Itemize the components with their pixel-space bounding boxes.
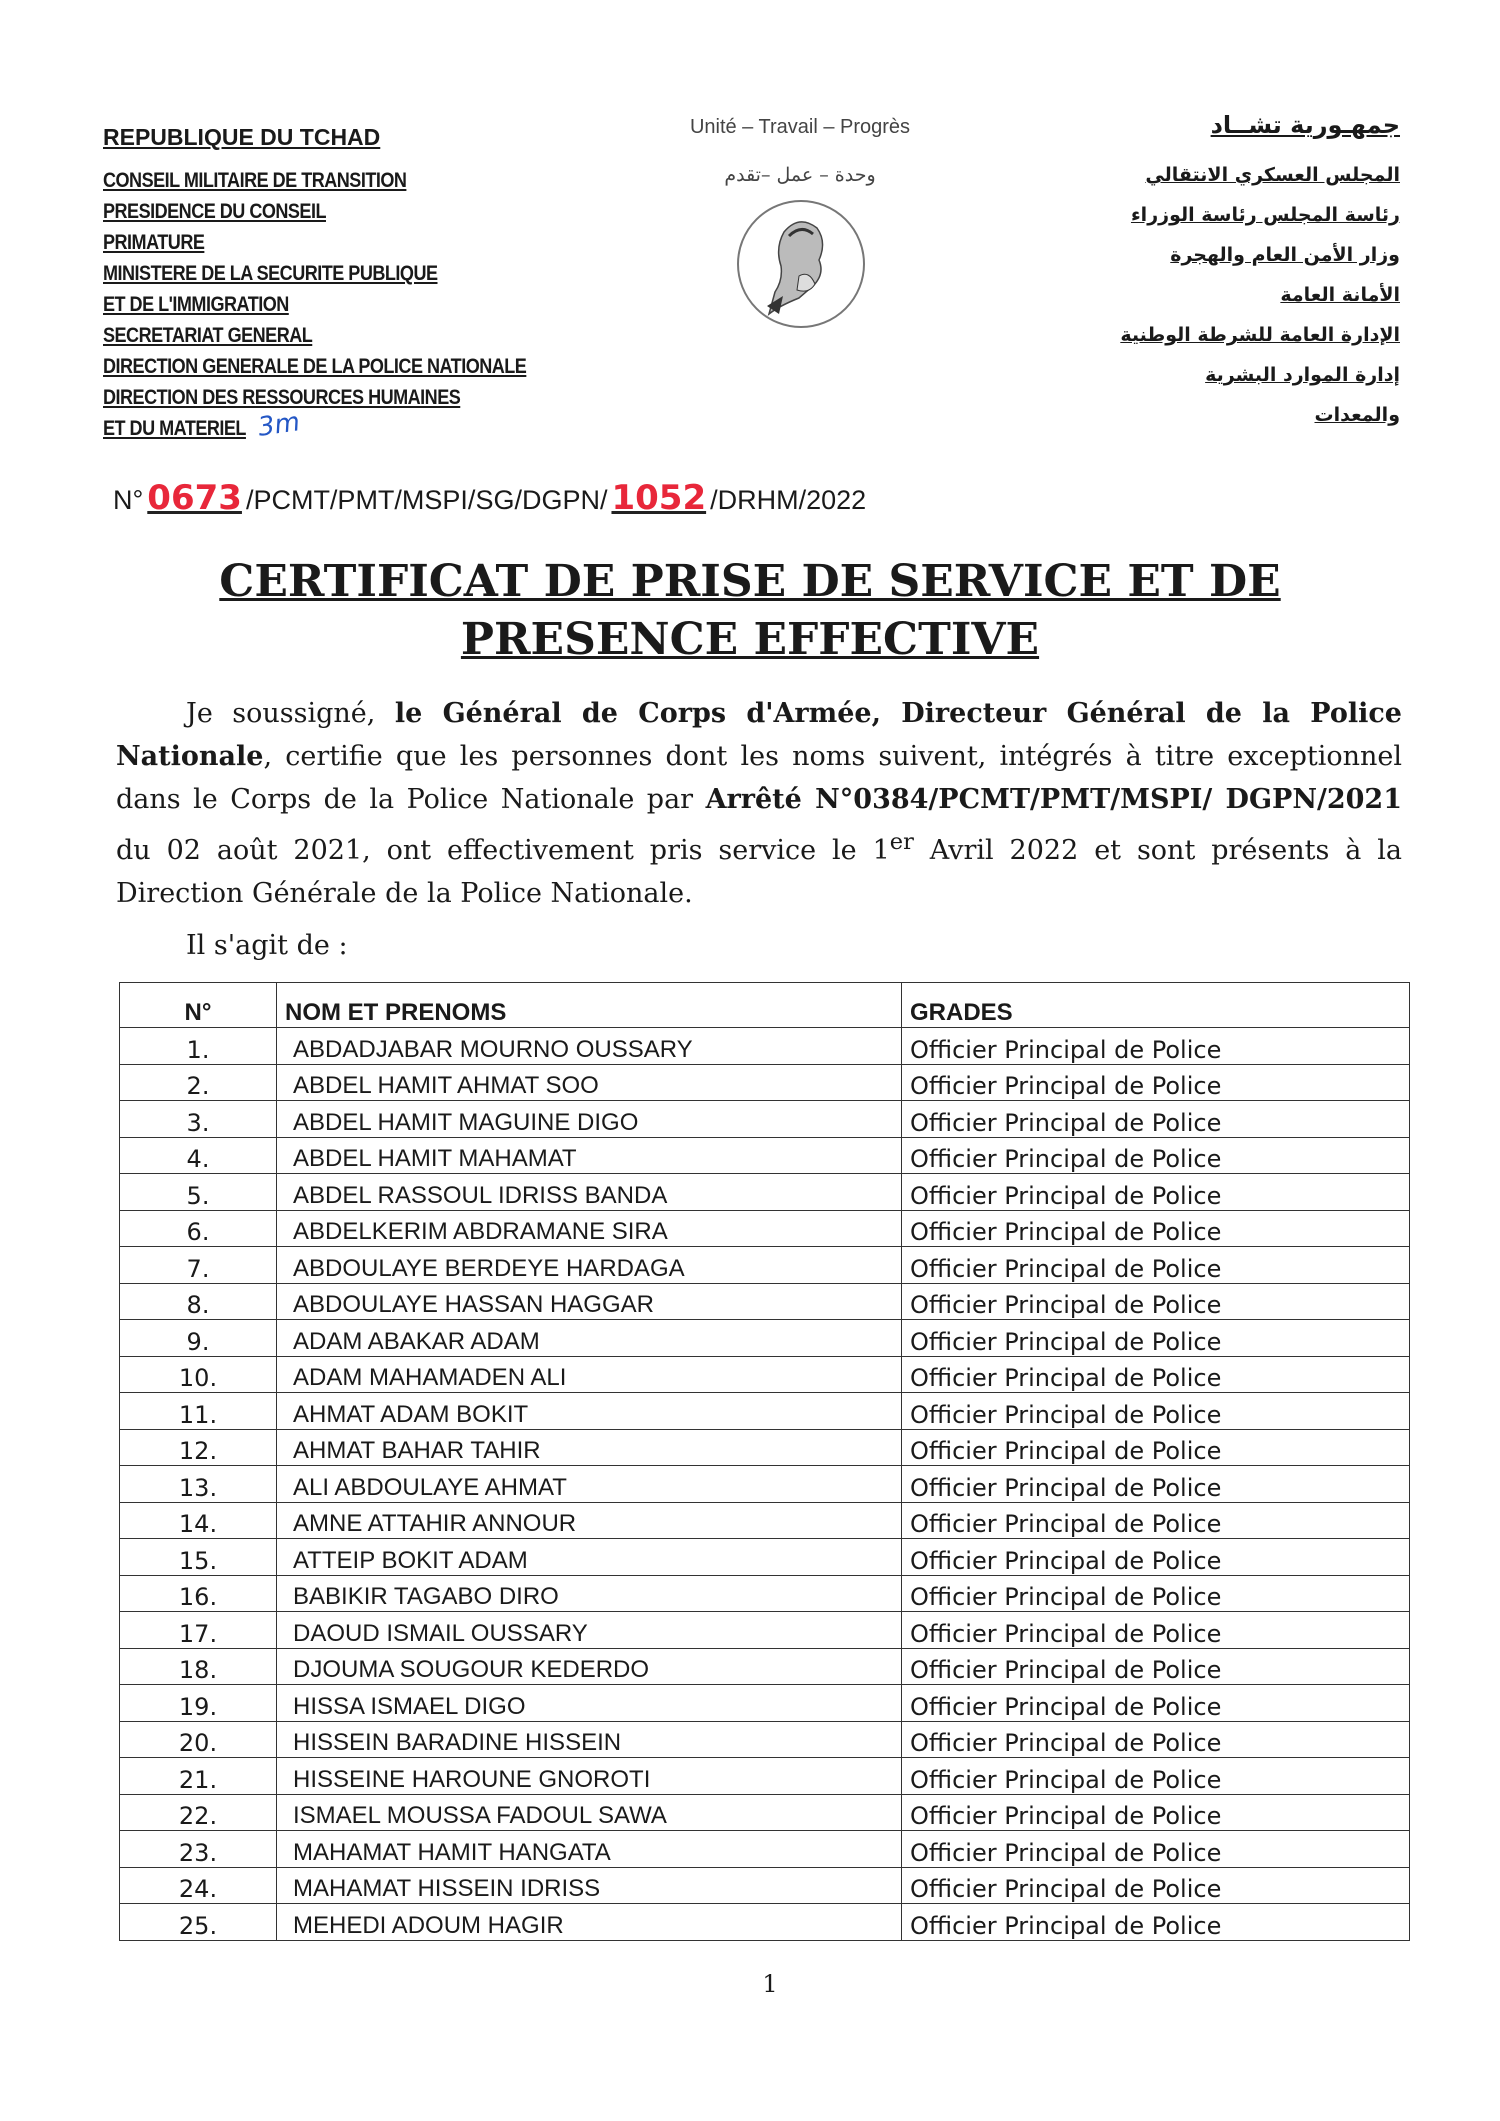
col-header-number: N° [120, 983, 277, 1028]
row-number: 14. [120, 1502, 277, 1539]
row-number: 5. [120, 1174, 277, 1211]
row-grade: Officier Principal de Police [902, 1393, 1410, 1430]
row-number: 24. [120, 1867, 277, 1904]
table-row [120, 1174, 1410, 1211]
page-number: 1 [762, 1970, 778, 1998]
header-right-line: المجلس العسكري الانتقالي [1145, 164, 1400, 186]
table-row [120, 1648, 1410, 1685]
header-right-line: وزار الأمن العام والهجرة [1170, 244, 1400, 266]
header-right-arabic [1120, 105, 1400, 435]
table-row [120, 1904, 1410, 1941]
table-row [120, 1283, 1410, 1320]
row-number: 18. [120, 1648, 277, 1685]
col-header-name: NOM ET PRENOMS [277, 983, 902, 1028]
table-row [120, 1320, 1410, 1357]
header-right-line: إدارة الموارد البشرية [1205, 364, 1400, 386]
table-row [120, 1502, 1410, 1539]
row-grade: Officier Principal de Police [902, 1758, 1410, 1795]
header-right-line: الأمانة العامة [1280, 284, 1400, 306]
row-grade: Officier Principal de Police [902, 1064, 1410, 1101]
row-grade: Officier Principal de Police [902, 1247, 1410, 1284]
row-name: ABDADJABAR MOURNO OUSSARY [277, 1028, 902, 1065]
row-name: ABDEL HAMIT MAHAMAT [277, 1137, 902, 1174]
table-row [120, 1429, 1410, 1466]
row-grade: Officier Principal de Police [902, 1612, 1410, 1649]
row-grade: Officier Principal de Police [902, 1721, 1410, 1758]
row-number: 16. [120, 1575, 277, 1612]
ref-middle: /PCMT/PMT/MSPI/SG/DGPN/ [245, 485, 608, 515]
row-number: 7. [120, 1247, 277, 1284]
table-row [120, 1064, 1410, 1101]
header-left-line: SECRETARIAT GENERAL [103, 324, 313, 347]
row-name: ABDEL HAMIT MAGUINE DIGO [277, 1101, 902, 1138]
row-number: 17. [120, 1612, 277, 1649]
row-grade: Officier Principal de Police [902, 1028, 1410, 1065]
country-name: REPUBLIQUE DU TCHAD [103, 124, 381, 150]
row-name: ADAM MAHAMADEN ALI [277, 1356, 902, 1393]
motto: Unité – Travail – Progrès [689, 116, 911, 138]
row-number: 19. [120, 1685, 277, 1722]
reference-number [113, 478, 866, 518]
row-name: ABDOULAYE BERDEYE HARDAGA [277, 1247, 902, 1284]
row-grade: Officier Principal de Police [902, 1101, 1410, 1138]
para-text: Je soussigné, [186, 698, 395, 729]
row-grade: Officier Principal de Police [902, 1575, 1410, 1612]
row-number: 2. [120, 1064, 277, 1101]
row-name: ABDEL HAMIT AHMAT SOO [277, 1064, 902, 1101]
row-grade: Officier Principal de Police [902, 1429, 1410, 1466]
row-name: AHMAT ADAM BOKIT [277, 1393, 902, 1430]
ref-number2-handwritten: 1052 [611, 478, 707, 518]
ref-number-handwritten: 0673 [147, 478, 242, 518]
row-name: MAHAMAT HISSEIN IDRISS [277, 1867, 902, 1904]
header-left-line: PRESIDENCE DU CONSEIL [103, 200, 326, 223]
row-number: 15. [120, 1539, 277, 1576]
ref-suffix: /DRHM/2022 [710, 485, 867, 515]
row-number: 8. [120, 1283, 277, 1320]
table-header-row [120, 983, 1410, 1028]
table-row [120, 1831, 1410, 1868]
table-row [120, 1794, 1410, 1831]
row-number: 22. [120, 1794, 277, 1831]
row-number: 4. [120, 1137, 277, 1174]
row-name: MEHEDI ADOUM HAGIR [277, 1904, 902, 1941]
para-signatory: le Général de Corps d'Armée, Directeur Général de la Police Nationale [116, 698, 1402, 772]
row-name: MAHAMAT HAMIT HANGATA [277, 1831, 902, 1868]
row-name: HISSA ISMAEL DIGO [277, 1685, 902, 1722]
para-decree: Arrêté N°0384/PCMT/PMT/MSPI/ DGPN/2021 [705, 784, 1403, 815]
row-number: 10. [120, 1356, 277, 1393]
table-row [120, 1393, 1410, 1430]
row-number: 12. [120, 1429, 277, 1466]
table-row [120, 1356, 1410, 1393]
header-left-line: MINISTERE DE LA SECURITE PUBLIQUE [103, 262, 438, 285]
row-grade: Officier Principal de Police [902, 1648, 1410, 1685]
table-row [120, 1137, 1410, 1174]
certification-paragraph [116, 692, 1402, 915]
row-name: ALI ABDOULAYE AHMAT [277, 1466, 902, 1503]
table-row [120, 1721, 1410, 1758]
row-grade: Officier Principal de Police [902, 1320, 1410, 1357]
header-left-line: ET DE L'IMMIGRATION [103, 293, 289, 316]
table-row [120, 1028, 1410, 1065]
row-name: DJOUMA SOUGOUR KEDERDO [277, 1648, 902, 1685]
row-grade: Officier Principal de Police [902, 1283, 1410, 1320]
header-left-line: DIRECTION GENERALE DE LA POLICE NATIONALE [103, 355, 527, 378]
row-number: 23. [120, 1831, 277, 1868]
table-row [120, 1101, 1410, 1138]
row-name: HISSEINE HAROUNE GNOROTI [277, 1758, 902, 1795]
row-number: 20. [120, 1721, 277, 1758]
row-number: 6. [120, 1210, 277, 1247]
row-grade: Officier Principal de Police [902, 1210, 1410, 1247]
para-text: , certifie que les personnes dont les noms suivent, intégrés à titre exceptionnel dans le Corps de la Police Nationale par [116, 741, 1402, 815]
row-name: BABIKIR TAGABO DIRO [277, 1575, 902, 1612]
header-left-line: PRIMATURE [103, 231, 205, 254]
row-grade: Officier Principal de Police [902, 1466, 1410, 1503]
national-emblem-seal [737, 200, 865, 328]
table-row [120, 1247, 1410, 1284]
title-line-1: CERTIFICAT DE PRISE DE SERVICE ET DE [219, 556, 1281, 607]
header-left-line: DIRECTION DES RESSOURCES HUMAINES [103, 386, 461, 409]
row-name: ISMAEL MOUSSA FADOUL SAWA [277, 1794, 902, 1831]
row-name: AHMAT BAHAR TAHIR [277, 1429, 902, 1466]
header-left-line: CONSEIL MILITAIRE DE TRANSITION [103, 169, 407, 192]
table-row [120, 1685, 1410, 1722]
table-row [120, 1867, 1410, 1904]
table-row [120, 1210, 1410, 1247]
row-name: ABDOULAYE HASSAN HAGGAR [277, 1283, 902, 1320]
table-row [120, 1466, 1410, 1503]
row-name: ATTEIP BOKIT ADAM [277, 1539, 902, 1576]
handwritten-initials: 3m [256, 407, 302, 443]
table-row [120, 1575, 1410, 1612]
header-left [103, 124, 595, 444]
row-grade: Officier Principal de Police [902, 1867, 1410, 1904]
document-title [140, 553, 1360, 669]
row-name: HISSEIN BARADINE HISSEIN [277, 1721, 902, 1758]
para-text: du 02 août 2021, ont effectivement pris service le 1 [116, 835, 890, 866]
row-name: DAOUD ISMAIL OUSSARY [277, 1612, 902, 1649]
title-line-2: PRESENCE EFFECTIVE [460, 614, 1040, 665]
row-grade: Officier Principal de Police [902, 1137, 1410, 1174]
row-name: ADAM ABAKAR ADAM [277, 1320, 902, 1357]
header-right-line: الإدارة العامة للشرطة الوطنية [1120, 324, 1400, 346]
row-grade: Officier Principal de Police [902, 1831, 1410, 1868]
row-grade: Officier Principal de Police [902, 1685, 1410, 1722]
table-row [120, 1539, 1410, 1576]
row-grade: Officier Principal de Police [902, 1502, 1410, 1539]
row-number: 3. [120, 1101, 277, 1138]
header-right-line: والمعدات [1314, 404, 1400, 426]
header-right-line: جمهـورية تشــاد [1210, 111, 1400, 139]
row-name: ABDEL RASSOUL IDRISS BANDA [277, 1174, 902, 1211]
header-right-line: رئاسة المجلس رئاسة الوزراء [1130, 204, 1400, 226]
para-text: Avril 2022 et sont présents à la Direction Générale de la Police Nationale. [116, 835, 1403, 909]
col-header-grade: GRADES [902, 983, 1410, 1028]
table-row [120, 1758, 1410, 1795]
row-number: 11. [120, 1393, 277, 1430]
row-number: 9. [120, 1320, 277, 1357]
row-name: ABDELKERIM ABDRAMANE SIRA [277, 1210, 902, 1247]
personnel-table [119, 982, 1410, 1941]
row-number: 25. [120, 1904, 277, 1941]
ref-prefix: N° [113, 485, 144, 515]
header-left-line: ET DU MATERIEL [103, 417, 246, 440]
row-grade: Officier Principal de Police [902, 1539, 1410, 1576]
row-number: 21. [120, 1758, 277, 1795]
list-intro: Il s'agit de : [186, 930, 348, 961]
row-name: AMNE ATTAHIR ANNOUR [277, 1502, 902, 1539]
row-grade: Officier Principal de Police [902, 1174, 1410, 1211]
row-number: 13. [120, 1466, 277, 1503]
motto-arabic: وحدة – عمل –تقدم [724, 164, 876, 186]
para-sup: er [889, 829, 914, 855]
row-grade: Officier Principal de Police [902, 1794, 1410, 1831]
row-number: 1. [120, 1028, 277, 1065]
row-grade: Officier Principal de Police [902, 1904, 1410, 1941]
row-grade: Officier Principal de Police [902, 1356, 1410, 1393]
table-row [120, 1612, 1410, 1649]
